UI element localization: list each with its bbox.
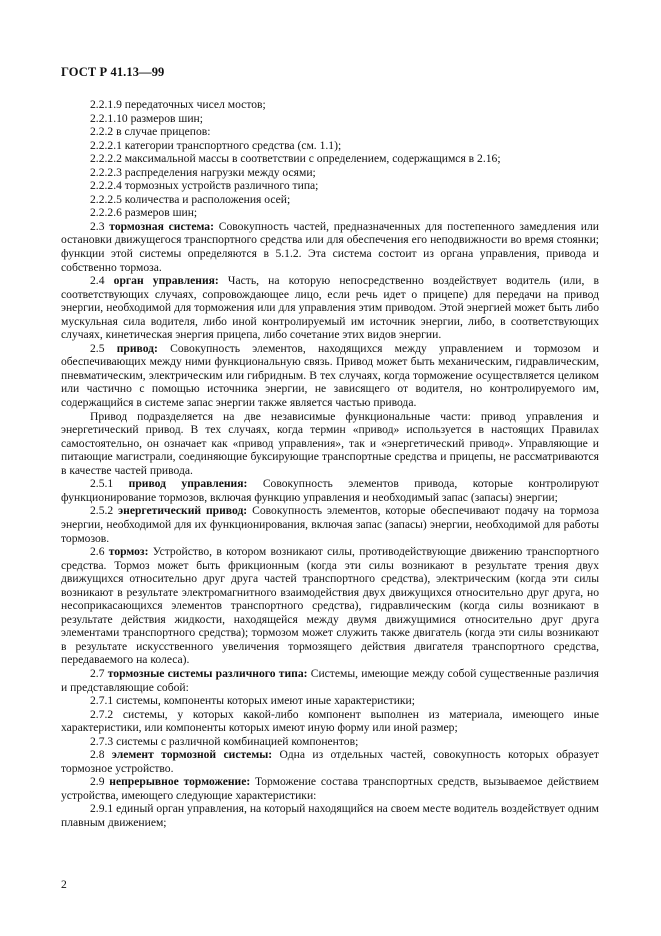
paragraph [61, 193, 599, 207]
paragraph-text: 2.2.2.2 максимальной массы в соответствии с определением, содержащимся в 2.16; [90, 152, 501, 166]
paragraph [61, 802, 599, 829]
clause-number: 2.6 [90, 545, 109, 559]
clause-number: 2.8 [90, 748, 112, 762]
defined-term: тормозные системы различного типа: [107, 666, 308, 680]
paragraph-text: 2.2.2.3 распределения нагрузки между осями; [90, 165, 316, 179]
defined-term: элемент тормозной системы: [111, 748, 273, 762]
paragraph-text: 2.2.1.10 размеров шин; [90, 111, 203, 125]
document-header: ГОСТ Р 41.13—99 [61, 65, 165, 79]
paragraph [61, 206, 599, 220]
paragraph-text: 2.2.2.6 размеров шин; [90, 206, 198, 220]
document-body [61, 98, 599, 830]
paragraph-text: Совокупность элементов, которые обеспечивают подачу на тормоза энергии, необходимой для их функционирования, включая запас (запасы) энергии, необходимой для работы тормозов. [61, 504, 599, 545]
paragraph-text: 2.2.1.9 передаточных чисел мостов; [90, 98, 266, 111]
defined-term: привод управления: [128, 477, 248, 491]
paragraph [61, 410, 599, 478]
clause-number: 2.5.2 [90, 504, 119, 518]
paragraph [61, 139, 599, 153]
paragraph [61, 220, 599, 274]
paragraph [61, 504, 599, 545]
paragraph [61, 179, 599, 193]
clause-number: 2.4 [90, 274, 114, 288]
page-number: 2 [61, 878, 67, 891]
paragraph-text: 2.7.3 системы с различной комбинацией компонентов; [90, 734, 359, 748]
defined-term: орган управления: [113, 274, 219, 288]
paragraph [61, 477, 599, 504]
defined-term: тормозная система: [109, 219, 214, 233]
paragraph [61, 694, 599, 708]
paragraph-text: 2.2.2.1 категории транспортного средства (см. 1.1); [90, 138, 342, 152]
defined-term: тормоз: [108, 545, 149, 559]
paragraph-text: 2.2.2 в случае прицепов: [90, 125, 211, 139]
clause-number: 2.5 [90, 341, 117, 355]
defined-term: привод: [116, 341, 158, 355]
paragraph [61, 735, 599, 749]
paragraph-text: Часть, на которую непосредственно воздействует водитель (или, в соответствующих случаях, сопровождающее лицо, если речь идет о прицепе) для передачи на привод энергии, необходимой для торможения или для управления этим приводом. Этой энергией может быть либо мускульная сила водителя, либо иной контролируемый им источник энергии, либо, в соответствующих случаях, кинетическая энергия прицепа, либо сочетание этих видов энергии. [61, 274, 600, 342]
paragraph-text: 2.7.1 системы, компоненты которых имеют иные характеристики; [90, 694, 415, 708]
paragraph [61, 152, 599, 166]
defined-term: непрерывное торможение: [109, 775, 251, 789]
paragraph [61, 274, 599, 342]
paragraph [61, 112, 599, 126]
paragraph-text: Системы, имеющие между собой существенные различия и представляющие собой: [61, 666, 600, 694]
defined-term: энергетический привод: [118, 504, 248, 518]
paragraph [61, 98, 599, 112]
clause-number: 2.7 [90, 666, 108, 680]
paragraph-text: 2.9.1 единый орган управления, на который находящийся на своем месте водитель воздействует одним плавным движением; [61, 802, 599, 829]
paragraph-text: Совокупность элементов привода, которые контролируют функционирование тормозов, включая функцию управления и необходимый запас (запасы) энергии; [61, 477, 599, 504]
paragraph [61, 708, 599, 735]
clause-number: 2.5.1 [90, 477, 129, 491]
paragraph-text: Одна из отдельных частей, совокупность которых образует тормозное устройство. [61, 748, 600, 775]
paragraph-text: Совокупность элементов, находящихся между управлением и тормозом и обеспечивающих между ними функциональную связь. Привод может быть механическим, гидравлическим, пневматическим, электрическим или гибридным. В тех случаях, когда торможение осуществляется целиком или частично с помощью источника энергии, не зависящего от водителя, но контролируемого им, содержащийся в системе запас энергии также является частью привода. [61, 341, 600, 410]
paragraph [61, 748, 599, 775]
paragraph [61, 545, 599, 667]
paragraph [61, 342, 599, 410]
paragraph [61, 775, 599, 802]
paragraph-text: 2.2.2.4 тормозных устройств различного типа; [90, 179, 319, 193]
clause-number: 2.3 [90, 219, 110, 233]
paragraph [61, 667, 599, 694]
paragraph-text: Привод подразделяется на две независимые функциональные части: привод управления и энергетический привод. В тех случаях, когда термин «привод» используется в настоящих Правилах самостоятельно, он означает как «привод управления», так и «энергетический привод». Управляющие и питающие магистрали, соединяющие буксирующие транспортные средства и прицепы, не рассматриваются в качестве частей привода. [61, 409, 599, 477]
clause-number: 2.9 [90, 775, 110, 789]
paragraph-text: 2.7.2 системы, у которых какой-либо компонент выполнен из материала, имеющего иные характеристики, или компоненты которых имеют иную форму или иной размер; [61, 707, 599, 735]
paragraph-text: Совокупность частей, предназначенных для постепенного замедления или остановки движущегося транспортного средства или для обеспечения его неподвижности во время стоянки; функции этой системы определяются в 5.1.2. Эта система состоит из органа управления, привода и собственно тормоза. [61, 219, 599, 274]
paragraph-text: Устройство, в котором возникают силы, противодействующие движению транспортного средства. Тормоз может быть фрикционным (когда эти силы возникают в результате трения двух движущихся относительно друг друга частей транспортного средства), электрическим (когда эти силы возникают в результате электромагнитного взаимодействия двух движущихся относительно друг друга, но несоприкасающихся элементов транспортного средства), гидравлическим (когда силы возникают в результате действия жидкости, находящейся между двумя движущимися относительно друг друга элементами транспортного средства); тормозом может служить также двигатель (когда эти силы возникают в результате искусственного увеличения тормозящего действия двигателя транспортного средства, передаваемого на колеса). [61, 545, 599, 667]
paragraph [61, 166, 599, 180]
paragraph [61, 125, 599, 139]
paragraph-text: 2.2.2.5 количества и расположения осей; [90, 192, 291, 206]
paragraph-text: Торможение состава транспортных средств, вызываемое действием устройства, имеющего следующие характеристики: [61, 775, 599, 802]
